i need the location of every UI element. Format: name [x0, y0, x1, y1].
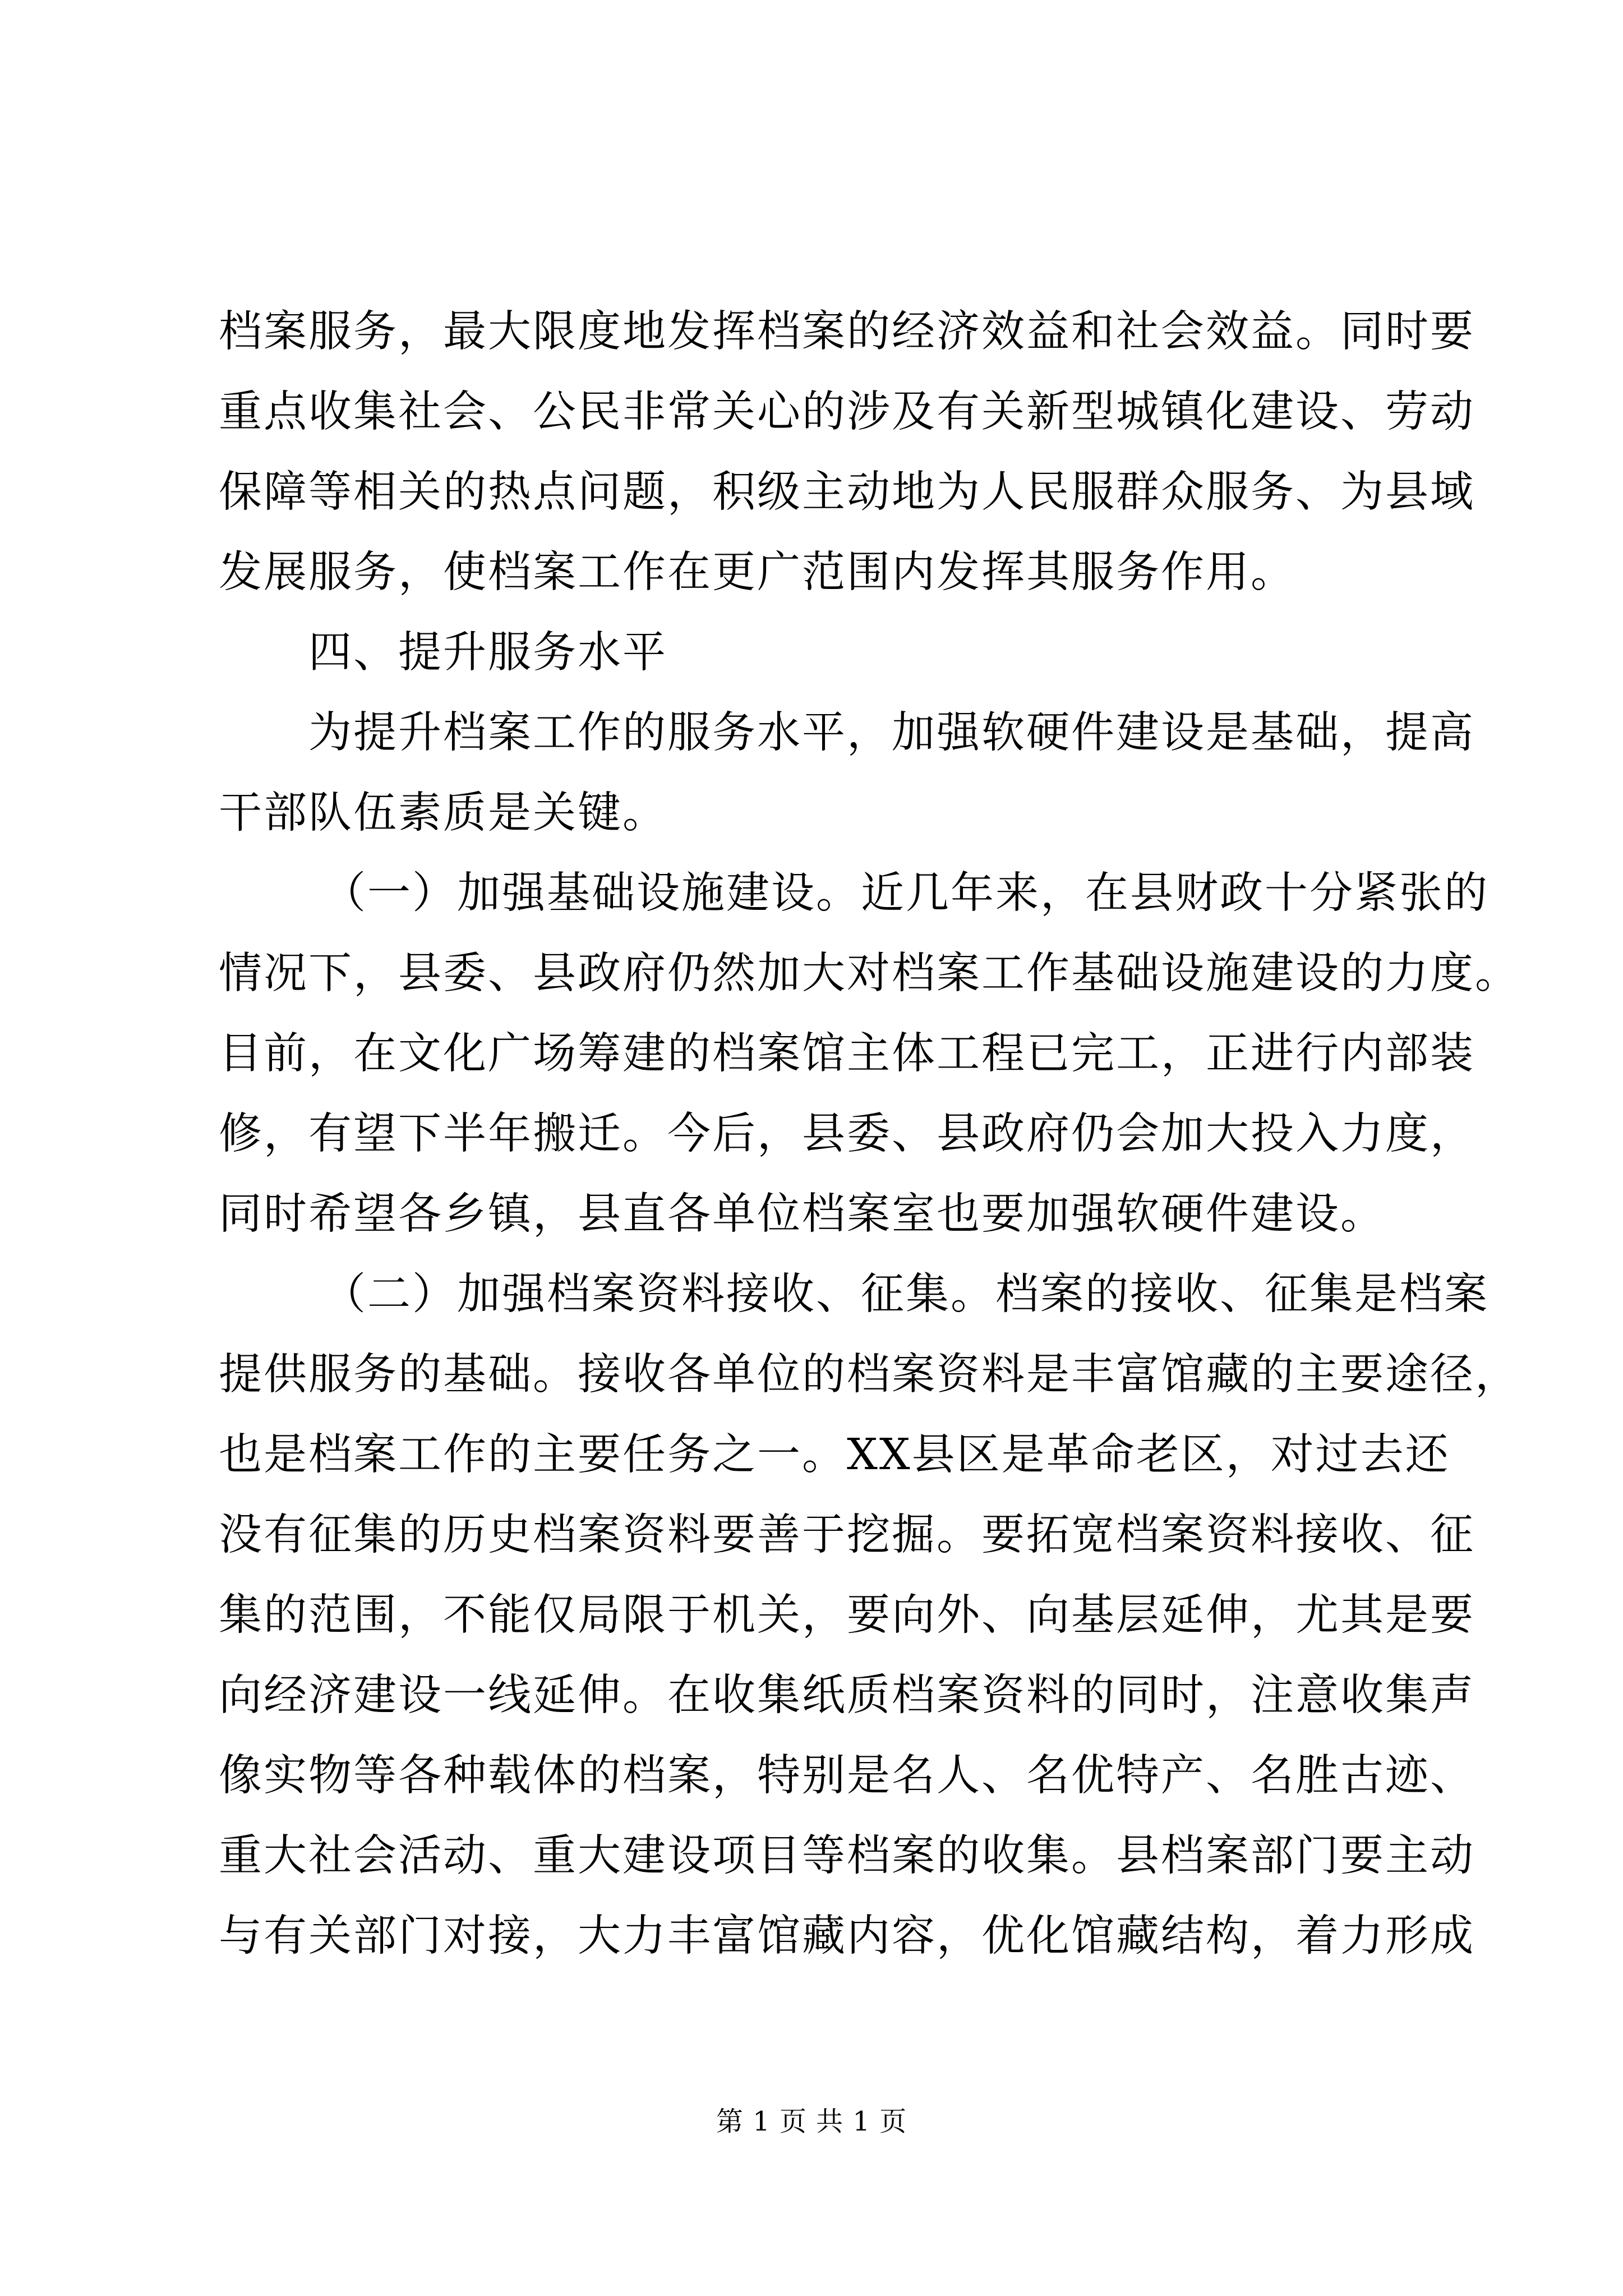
body-text	[219, 292, 1520, 1976]
text-line: 同时希望各乡镇，县直各单位档案室也要加强软硬件建设。	[219, 1189, 1385, 1239]
page-number-footer: 第 1 页 共 1 页	[716, 2106, 907, 2137]
text-line: 为提升档案工作的服务水平，加强软硬件建设是基础，提高	[308, 708, 1475, 758]
text-line: 集的范围，不能仅局限于机关，要向外、向基层延伸，尤其是要	[219, 1590, 1475, 1640]
text-line: 也是档案工作的主要任务之一。XX县区是革命老区，对过去还	[219, 1430, 1450, 1480]
text-line: 重大社会活动、重大建设项目等档案的收集。县档案部门要主动	[219, 1831, 1475, 1881]
text-line: 保障等相关的热点问题，积级主动地为人民服群众服务、为县域	[219, 467, 1475, 517]
subsection-line: （二）加强档案资料接收、征集。档案的接收、征集是档案	[322, 1269, 1489, 1319]
text-line: 目前，在文化广场筹建的档案馆主体工程已完工，正进行内部装	[219, 1029, 1475, 1079]
text-line: 提供服务的基础。接收各单位的档案资料是丰富馆藏的主要途径，	[219, 1350, 1520, 1400]
subsection-line: （一）加强基础设施建设。近几年来，在县财政十分紧张的	[322, 868, 1489, 918]
text-line: 向经济建设一线延伸。在收集纸质档案资料的同时，注意收集声	[219, 1671, 1475, 1720]
text-line: 干部队伍素质是关键。	[219, 788, 667, 838]
text-line: 档案服务，最大限度地发挥档案的经济效益和社会效益。同时要	[219, 307, 1475, 357]
text-line: 重点收集社会、公民非常关心的涉及有关新型城镇化建设、劳动	[219, 387, 1475, 437]
text-line: 发展服务，使档案工作在更广范围内发挥其服务作用。	[219, 547, 1295, 597]
section-heading: 四、提升服务水平	[308, 628, 667, 678]
text-line: 情况下，县委、县政府仍然加大对档案工作基础设施建设的力度。	[219, 949, 1520, 999]
text-line: 像实物等各种载体的档案，特别是名人、名优特产、名胜古迹、	[219, 1751, 1475, 1801]
text-line: 没有征集的历史档案资料要善于挖掘。要拓宽档案资料接收、征	[219, 1510, 1475, 1560]
text-line: 与有关部门对接，大力丰富馆藏内容，优化馆藏结构，着力形成	[219, 1911, 1475, 1961]
text-line: 修，有望下半年搬迁。今后，县委、县政府仍会加大投入力度，	[219, 1109, 1475, 1159]
